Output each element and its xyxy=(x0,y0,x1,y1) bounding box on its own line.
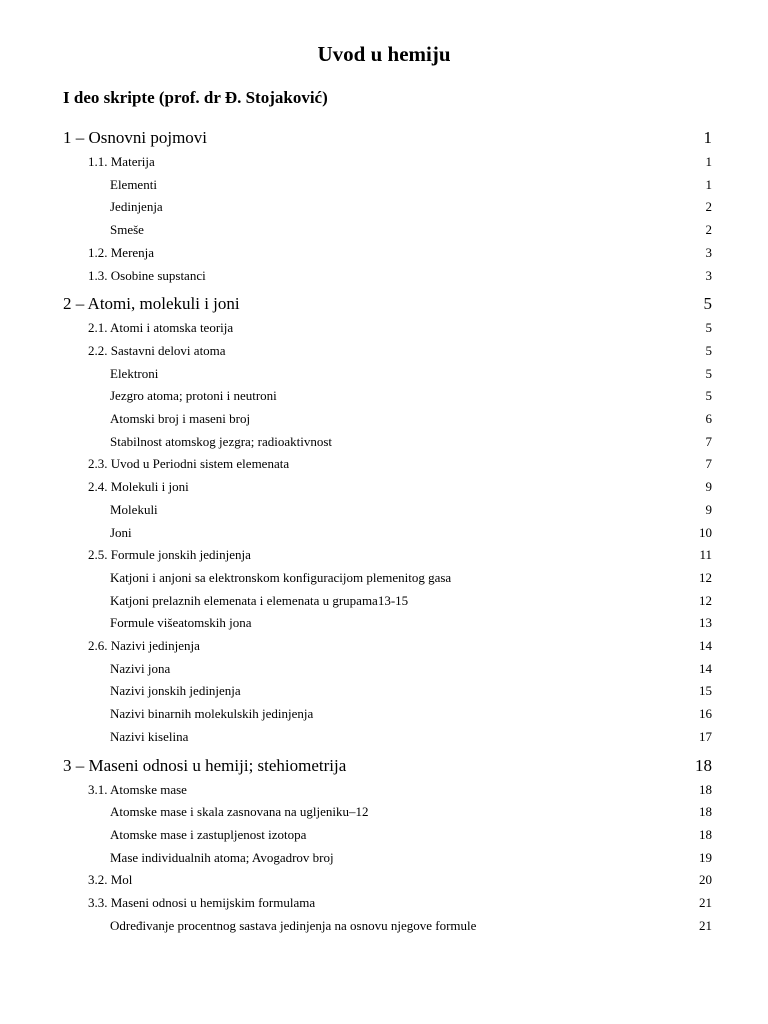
toc-entry-page-number: 12 xyxy=(699,592,712,608)
toc-entry-label: 2.2. Sastavni delovi atoma xyxy=(88,342,226,358)
toc-entry-page-number: 5 xyxy=(703,294,712,314)
toc-entry-label: Atomske mase i zastupljenost izotopa xyxy=(110,826,307,842)
toc-entry-section xyxy=(0,872,768,888)
toc-entry-sub xyxy=(0,366,768,382)
toc-entry-page-number: 17 xyxy=(699,728,712,744)
toc-entry-sub xyxy=(0,570,768,586)
toc-entry-sub xyxy=(0,411,768,427)
toc-entry-page-number: 5 xyxy=(705,342,712,358)
toc-entry-label: 2.5. Formule jonskih jedinjenja xyxy=(88,547,251,563)
toc-entry-section xyxy=(0,268,768,284)
toc-entry-label: Atomske mase i skala zasnovana na ugljeniku–12 xyxy=(110,804,369,820)
toc-entry-page-number: 7 xyxy=(705,456,712,472)
toc-entry-label: Mase individualnih atoma; Avogadrov broj xyxy=(110,849,334,865)
toc-entry-page-number: 13 xyxy=(699,615,712,631)
toc-entry-page-number: 7 xyxy=(705,433,712,449)
toc-entry-section xyxy=(0,320,768,336)
toc-entry-label: 2.3. Uvod u Periodni sistem elemenata xyxy=(88,456,290,472)
document-title: Uvod u hemiju xyxy=(317,42,451,66)
toc-entry-page-number: 1 xyxy=(705,176,712,192)
toc-entry-label: 3.2. Mol xyxy=(88,872,133,888)
toc-entry-label: Nazivi jonskih jedinjenja xyxy=(110,683,241,699)
toc-entry-page-number: 10 xyxy=(699,524,712,540)
toc-entry-sub xyxy=(0,683,768,699)
toc-entry-page-number: 9 xyxy=(705,479,712,495)
toc-entry-label: 2.6. Nazivi jedinjenja xyxy=(88,638,200,653)
toc-entry-chapter xyxy=(0,756,768,776)
toc-entry-sub xyxy=(0,661,768,677)
toc-entry-page-number: 21 xyxy=(699,917,712,933)
toc-entry-page-number: 14 xyxy=(699,660,712,676)
toc-entry-section xyxy=(0,479,768,495)
toc-entry-page-number: 18 xyxy=(699,804,712,820)
toc-entry-label: Jedinjenja xyxy=(110,199,163,215)
toc-entry-sub xyxy=(0,729,768,745)
toc-entry-label: 3.1. Atomske mase xyxy=(88,781,187,797)
toc-entry-label: Elementi xyxy=(110,176,157,192)
toc-entry-page-number: 12 xyxy=(699,569,712,585)
toc-entry-page-number: 15 xyxy=(699,683,712,699)
toc-entry-page-number: 16 xyxy=(699,706,712,722)
toc-entry-label: 2.4. Molekuli i joni xyxy=(88,479,189,495)
toc-entry-section xyxy=(0,547,768,563)
toc-entry-page-number: 1 xyxy=(703,128,712,147)
toc-entry-label: Smeše xyxy=(110,222,144,238)
toc-entry-sub xyxy=(0,593,768,609)
toc-entry-page-number: 3 xyxy=(705,267,712,283)
toc-entry-label: 1 – Osnovni pojmovi xyxy=(63,128,208,147)
toc-entry-label: 1.2. Merenja xyxy=(88,244,155,260)
toc-entry-page-number: 14 xyxy=(699,638,712,653)
toc-entry-label: Jezgro atoma; protoni i neutroni xyxy=(110,388,277,404)
toc-entry-label: Nazivi kiselina xyxy=(110,728,189,744)
toc-entry-sub xyxy=(0,199,768,215)
toc-entry-label: Molekuli xyxy=(110,501,158,517)
toc-entry-label: 2.1. Atomi i atomska teorija xyxy=(88,320,234,336)
toc-entry-page-number: 3 xyxy=(705,244,712,260)
toc-entry-section xyxy=(0,245,768,261)
toc-entry-sub xyxy=(0,850,768,866)
toc-entry-page-number: 5 xyxy=(705,365,712,381)
toc-entry-label: 1.3. Osobine supstanci xyxy=(88,267,206,283)
toc-entry-label: Joni xyxy=(110,524,132,540)
toc-entry-page-number: 2 xyxy=(705,222,712,238)
toc-entry-sub xyxy=(0,434,768,450)
toc-entry-chapter xyxy=(0,128,768,148)
toc-entry-label: Formule višeatomskih jona xyxy=(110,615,252,631)
toc-entry-label: Elektroni xyxy=(110,365,159,381)
toc-entry-label: Katjoni prelaznih elemenata i elemenata u grupama13-15 xyxy=(110,592,409,608)
toc-entry-label: Atomski broj i maseni broj xyxy=(110,411,251,426)
toc-entry-sub xyxy=(0,615,768,631)
toc-entry-page-number: 19 xyxy=(699,849,712,865)
toc-entry-label: Određivanje procentnog sastava jedinjenja na osnovu njegove formule xyxy=(110,917,477,933)
toc-entry-label: Katjoni i anjoni sa elektronskom konfiguracijom plemenitog gasa xyxy=(110,569,452,585)
toc-entry-page-number: 18 xyxy=(699,826,712,842)
toc-entry-section xyxy=(0,456,768,472)
toc-entry-label: 2 – Atomi, molekuli i joni xyxy=(63,294,240,314)
toc-entry-page-number: 21 xyxy=(699,895,712,910)
toc-entry-page-number: 20 xyxy=(699,872,712,888)
toc-entry-sub xyxy=(0,804,768,820)
toc-entry-page-number: 2 xyxy=(705,199,712,215)
toc-entry-page-number: 5 xyxy=(705,388,712,404)
toc-entry-label: Nazivi binarnih molekulskih jedinjenja xyxy=(110,706,314,722)
toc-entry-section xyxy=(0,895,768,911)
toc-entry-sub xyxy=(0,827,768,843)
toc-entry-label: 3 – Maseni odnosi u hemiji; stehiometrija xyxy=(63,755,347,775)
toc-entry-chapter xyxy=(0,294,768,314)
toc-entry-label: Nazivi jona xyxy=(110,660,171,676)
toc-entry-section xyxy=(0,343,768,359)
toc-entry-page-number: 18 xyxy=(699,781,712,797)
toc-entry-sub xyxy=(0,918,768,934)
toc-entry-page-number: 11 xyxy=(699,547,712,563)
toc-entry-page-number: 9 xyxy=(705,501,712,517)
toc-entry-sub xyxy=(0,388,768,404)
toc-entry-sub xyxy=(0,222,768,238)
toc-entry-sub xyxy=(0,177,768,193)
toc-entry-page-number: 18 xyxy=(695,755,712,775)
toc-entry-page-number: 5 xyxy=(705,320,712,336)
toc-entry-section xyxy=(0,154,768,170)
toc-entry-page-number: 6 xyxy=(705,411,712,426)
toc-entry-page-number: 1 xyxy=(705,154,712,169)
toc-entry-label: 3.3. Maseni odnosi u hemijskim formulama xyxy=(88,895,316,910)
toc-entry-label: 1.1. Materija xyxy=(88,154,155,169)
document-subtitle: I deo skripte (prof. dr Đ. Stojaković) xyxy=(63,88,328,107)
toc-entry-sub xyxy=(0,706,768,722)
toc-entry-section xyxy=(0,638,768,654)
toc-entry-label: Stabilnost atomskog jezgra; radioaktivnost xyxy=(110,433,333,449)
toc-entry-sub xyxy=(0,525,768,541)
toc-entry-section xyxy=(0,782,768,798)
toc-entry-sub xyxy=(0,502,768,518)
